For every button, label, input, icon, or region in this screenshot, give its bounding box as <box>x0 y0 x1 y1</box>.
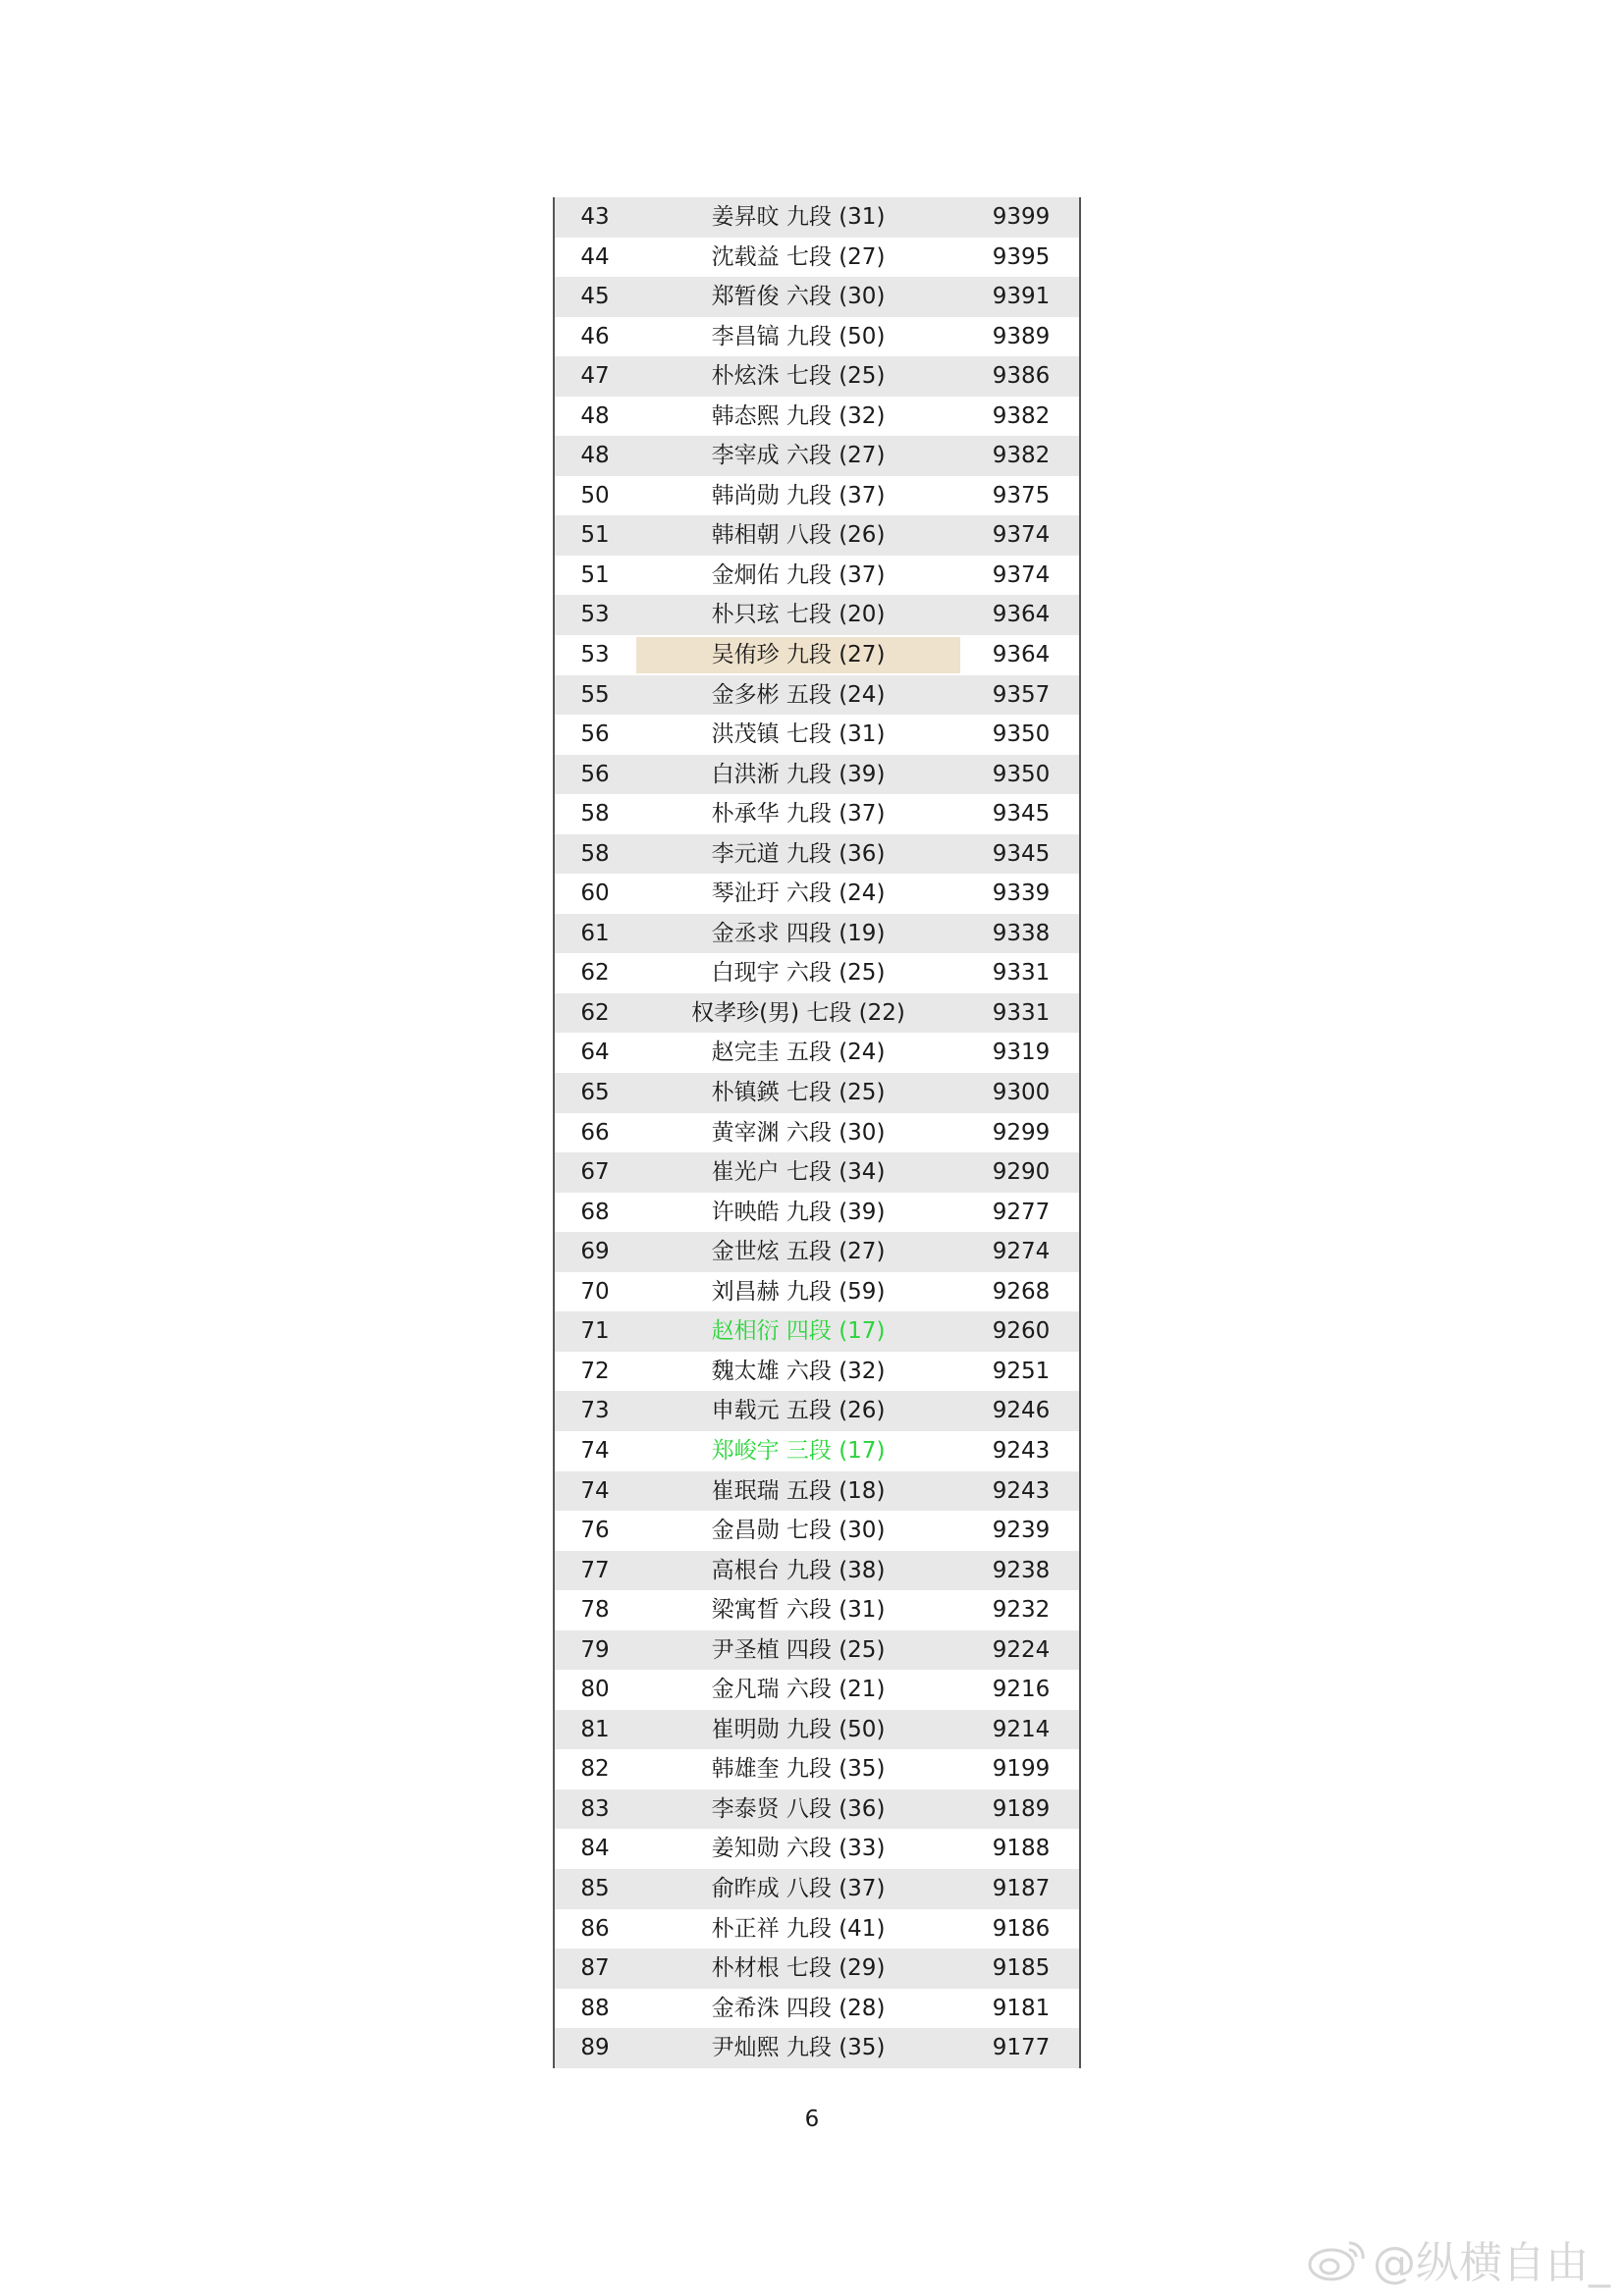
table-row <box>555 1152 1079 1193</box>
rank-cell: 73 <box>580 1398 610 1424</box>
table-row <box>555 1590 1079 1630</box>
player-cell: 金希洙 四段 (28) <box>711 1995 886 2021</box>
weibo-icon <box>1306 2235 1367 2282</box>
rank-cell: 79 <box>580 1636 610 1663</box>
score-cell: 9364 <box>992 602 1051 628</box>
score-cell: 9331 <box>992 960 1051 987</box>
score-cell: 9239 <box>992 1518 1051 1544</box>
table-row <box>555 238 1079 278</box>
rank-cell: 53 <box>580 602 610 628</box>
score-cell: 9331 <box>992 999 1051 1026</box>
table-row <box>555 675 1079 716</box>
score-cell: 9199 <box>992 1756 1051 1783</box>
rank-cell: 64 <box>580 1040 610 1066</box>
player-cell: 郑峻宇 三段 (17) <box>711 1437 886 1464</box>
table-row <box>555 556 1079 596</box>
rank-cell: 77 <box>580 1557 610 1583</box>
table-row <box>555 1670 1079 1710</box>
rank-cell: 45 <box>580 284 610 310</box>
rank-cell: 48 <box>580 443 610 469</box>
score-cell: 9399 <box>992 204 1051 230</box>
score-cell: 9243 <box>992 1477 1051 1504</box>
table-row <box>555 197 1079 238</box>
player-cell: 琴沚玗 六段 (24) <box>711 881 886 907</box>
table-row <box>555 1749 1079 1789</box>
player-cell: 魏太雄 六段 (32) <box>711 1358 886 1384</box>
score-cell: 9260 <box>992 1318 1051 1345</box>
player-cell: 李元道 九段 (36) <box>711 840 886 867</box>
score-cell: 9345 <box>992 801 1051 828</box>
rank-cell: 50 <box>580 482 610 508</box>
score-cell: 9364 <box>992 642 1051 668</box>
table-row <box>555 914 1079 954</box>
player-cell: 沈载益 七段 (27) <box>711 243 886 270</box>
player-cell: 姜昇旼 九段 (31) <box>711 204 886 230</box>
player-cell: 朴正祥 九段 (41) <box>711 1915 886 1942</box>
score-cell: 9232 <box>992 1597 1051 1624</box>
rank-cell: 51 <box>580 561 610 588</box>
player-cell: 金凡瑞 六段 (21) <box>711 1677 886 1703</box>
player-cell: 白洪淅 九段 (39) <box>711 761 886 787</box>
player-cell: 韩尚勋 九段 (37) <box>711 482 886 508</box>
rank-cell: 87 <box>580 1955 610 1982</box>
table-row <box>555 834 1079 875</box>
page-number: 6 <box>804 2107 820 2132</box>
player-cell: 韩雄奎 九段 (35) <box>711 1756 886 1783</box>
player-cell: 崔明勋 九段 (50) <box>711 1716 886 1742</box>
score-cell: 9224 <box>992 1636 1051 1663</box>
player-cell: 朴镇鍈 七段 (25) <box>711 1080 886 1106</box>
rank-cell: 83 <box>580 1795 610 1822</box>
score-cell: 9268 <box>992 1278 1051 1305</box>
score-cell: 9277 <box>992 1199 1051 1225</box>
table-row <box>555 1710 1079 1750</box>
table-row <box>555 1869 1079 1909</box>
rank-cell: 74 <box>580 1437 610 1464</box>
table-row <box>555 1193 1079 1233</box>
rank-cell: 58 <box>580 801 610 828</box>
ranking-table <box>553 197 1081 2068</box>
rank-cell: 80 <box>580 1677 610 1703</box>
table-row <box>555 515 1079 556</box>
player-cell: 崔光户 七段 (34) <box>711 1159 886 1186</box>
rank-cell: 60 <box>580 881 610 907</box>
table-row <box>555 436 1079 476</box>
player-cell: 俞昨成 八段 (37) <box>711 1875 886 1901</box>
score-cell: 9274 <box>992 1239 1051 1265</box>
table-row <box>555 595 1079 635</box>
score-cell: 9350 <box>992 761 1051 787</box>
table-row <box>555 755 1079 795</box>
ranking-rows <box>555 197 1079 2068</box>
rank-cell: 62 <box>580 960 610 987</box>
score-cell: 9391 <box>992 284 1051 310</box>
rank-cell: 68 <box>580 1199 610 1225</box>
table-row <box>555 715 1079 755</box>
player-cell: 郑暂俊 六段 (30) <box>711 284 886 310</box>
score-cell: 9216 <box>992 1677 1051 1703</box>
table-row <box>555 1311 1079 1352</box>
rank-cell: 48 <box>580 402 610 429</box>
rank-cell: 82 <box>580 1756 610 1783</box>
score-cell: 9177 <box>992 2035 1051 2061</box>
rank-cell: 78 <box>580 1597 610 1624</box>
rank-cell: 61 <box>580 920 610 946</box>
table-row <box>555 1471 1079 1512</box>
player-cell: 刘昌赫 九段 (59) <box>711 1278 886 1305</box>
rank-cell: 55 <box>580 681 610 708</box>
player-cell: 金多彬 五段 (24) <box>711 681 886 708</box>
table-row <box>555 476 1079 516</box>
rank-cell: 46 <box>580 323 610 349</box>
player-cell: 朴只玹 七段 (20) <box>711 602 886 628</box>
player-cell: 崔珉瑞 五段 (18) <box>711 1477 886 1504</box>
score-cell: 9299 <box>992 1119 1051 1146</box>
rank-cell: 53 <box>580 642 610 668</box>
player-cell: 金昌勋 七段 (30) <box>711 1518 886 1544</box>
player-cell: 许映皓 九段 (39) <box>711 1199 886 1225</box>
player-cell: 赵相衍 四段 (17) <box>711 1318 886 1345</box>
table-row <box>555 1630 1079 1671</box>
player-cell: 黄宰渊 六段 (30) <box>711 1119 886 1146</box>
score-cell: 9374 <box>992 561 1051 588</box>
player-cell: 李宰成 六段 (27) <box>711 443 886 469</box>
score-cell: 9382 <box>992 443 1051 469</box>
rank-cell: 66 <box>580 1119 610 1146</box>
watermark-text: @纵横自由_ <box>1373 2238 1610 2288</box>
table-row <box>555 356 1079 397</box>
score-cell: 9181 <box>992 1995 1051 2021</box>
rank-cell: 72 <box>580 1358 610 1384</box>
player-cell: 金丞求 四段 (19) <box>711 920 886 946</box>
rank-cell: 71 <box>580 1318 610 1345</box>
table-row <box>555 1949 1079 1989</box>
score-cell: 9375 <box>992 482 1051 508</box>
player-cell: 尹圣植 四段 (25) <box>711 1636 886 1663</box>
player-cell: 韩相朝 八段 (26) <box>711 522 886 549</box>
rank-cell: 85 <box>580 1875 610 1901</box>
score-cell: 9319 <box>992 1040 1051 1066</box>
player-cell: 朴承华 九段 (37) <box>711 801 886 828</box>
score-cell: 9185 <box>992 1955 1051 1982</box>
player-cell: 金炯佑 九段 (37) <box>711 561 886 588</box>
table-row <box>555 1789 1079 1830</box>
table-row <box>555 635 1079 675</box>
score-cell: 9395 <box>992 243 1051 270</box>
rank-cell: 88 <box>580 1995 610 2021</box>
table-row <box>555 1551 1079 1591</box>
table-row <box>555 953 1079 993</box>
score-cell: 9357 <box>992 681 1051 708</box>
table-row <box>555 1033 1079 1073</box>
score-cell: 9189 <box>992 1795 1051 1822</box>
score-cell: 9374 <box>992 522 1051 549</box>
player-cell: 韩态熙 九段 (32) <box>711 402 886 429</box>
rank-cell: 76 <box>580 1518 610 1544</box>
rank-cell: 47 <box>580 363 610 390</box>
rank-cell: 89 <box>580 2035 610 2061</box>
score-cell: 9389 <box>992 323 1051 349</box>
rank-cell: 65 <box>580 1080 610 1106</box>
rank-cell: 84 <box>580 1836 610 1862</box>
rank-cell: 56 <box>580 761 610 787</box>
score-cell: 9238 <box>992 1557 1051 1583</box>
score-cell: 9338 <box>992 920 1051 946</box>
table-row <box>555 1272 1079 1312</box>
player-cell: 高根台 九段 (38) <box>711 1557 886 1583</box>
player-cell: 梁寓晳 六段 (31) <box>711 1597 886 1624</box>
score-cell: 9386 <box>992 363 1051 390</box>
rank-cell: 86 <box>580 1915 610 1942</box>
table-row <box>555 1352 1079 1392</box>
player-cell: 李泰贤 八段 (36) <box>711 1795 886 1822</box>
player-cell: 洪茂镇 七段 (31) <box>711 721 886 748</box>
table-row <box>555 1431 1079 1471</box>
player-cell: 赵完圭 五段 (24) <box>711 1040 886 1066</box>
table-row <box>555 1113 1079 1153</box>
weibo-watermark <box>1306 2227 1610 2290</box>
table-row <box>555 397 1079 437</box>
score-cell: 9251 <box>992 1358 1051 1384</box>
rank-cell: 62 <box>580 999 610 1026</box>
table-row <box>555 317 1079 357</box>
rank-cell: 58 <box>580 840 610 867</box>
player-cell: 朴材根 七段 (29) <box>711 1955 886 1982</box>
score-cell: 9345 <box>992 840 1051 867</box>
player-cell: 朴炫洙 七段 (25) <box>711 363 886 390</box>
rank-cell: 43 <box>580 204 610 230</box>
rank-cell: 81 <box>580 1716 610 1742</box>
table-row <box>555 1232 1079 1272</box>
rank-cell: 69 <box>580 1239 610 1265</box>
table-row <box>555 1511 1079 1551</box>
player-cell: 李昌镐 九段 (50) <box>711 323 886 349</box>
rank-cell: 67 <box>580 1159 610 1186</box>
score-cell: 9188 <box>992 1836 1051 1862</box>
table-row <box>555 1391 1079 1431</box>
table-row <box>555 794 1079 834</box>
table-row <box>555 2028 1079 2068</box>
score-cell: 9214 <box>992 1716 1051 1742</box>
player-cell: 尹灿熙 九段 (35) <box>711 2035 886 2061</box>
rank-cell: 51 <box>580 522 610 549</box>
score-cell: 9186 <box>992 1915 1051 1942</box>
table-row <box>555 874 1079 914</box>
score-cell: 9339 <box>992 881 1051 907</box>
score-cell: 9300 <box>992 1080 1051 1106</box>
score-cell: 9290 <box>992 1159 1051 1186</box>
player-cell: 申载元 五段 (26) <box>711 1398 886 1424</box>
rank-cell: 44 <box>580 243 610 270</box>
score-cell: 9243 <box>992 1437 1051 1464</box>
score-cell: 9350 <box>992 721 1051 748</box>
score-cell: 9382 <box>992 402 1051 429</box>
score-cell: 9246 <box>992 1398 1051 1424</box>
rank-cell: 56 <box>580 721 610 748</box>
table-row <box>555 1989 1079 2029</box>
table-row <box>555 993 1079 1034</box>
score-cell: 9187 <box>992 1875 1051 1901</box>
rank-cell: 74 <box>580 1477 610 1504</box>
player-cell: 权孝珍(男) 七段 (22) <box>691 999 905 1026</box>
table-row <box>555 1829 1079 1869</box>
rank-cell: 70 <box>580 1278 610 1305</box>
table-row <box>555 277 1079 317</box>
player-cell: 吴侑珍 九段 (27) <box>711 642 886 668</box>
player-cell: 白现宇 六段 (25) <box>711 960 886 987</box>
player-cell: 金世炫 五段 (27) <box>711 1239 886 1265</box>
player-cell: 姜知勋 六段 (33) <box>711 1836 886 1862</box>
table-row <box>555 1073 1079 1113</box>
table-row <box>555 1909 1079 1949</box>
